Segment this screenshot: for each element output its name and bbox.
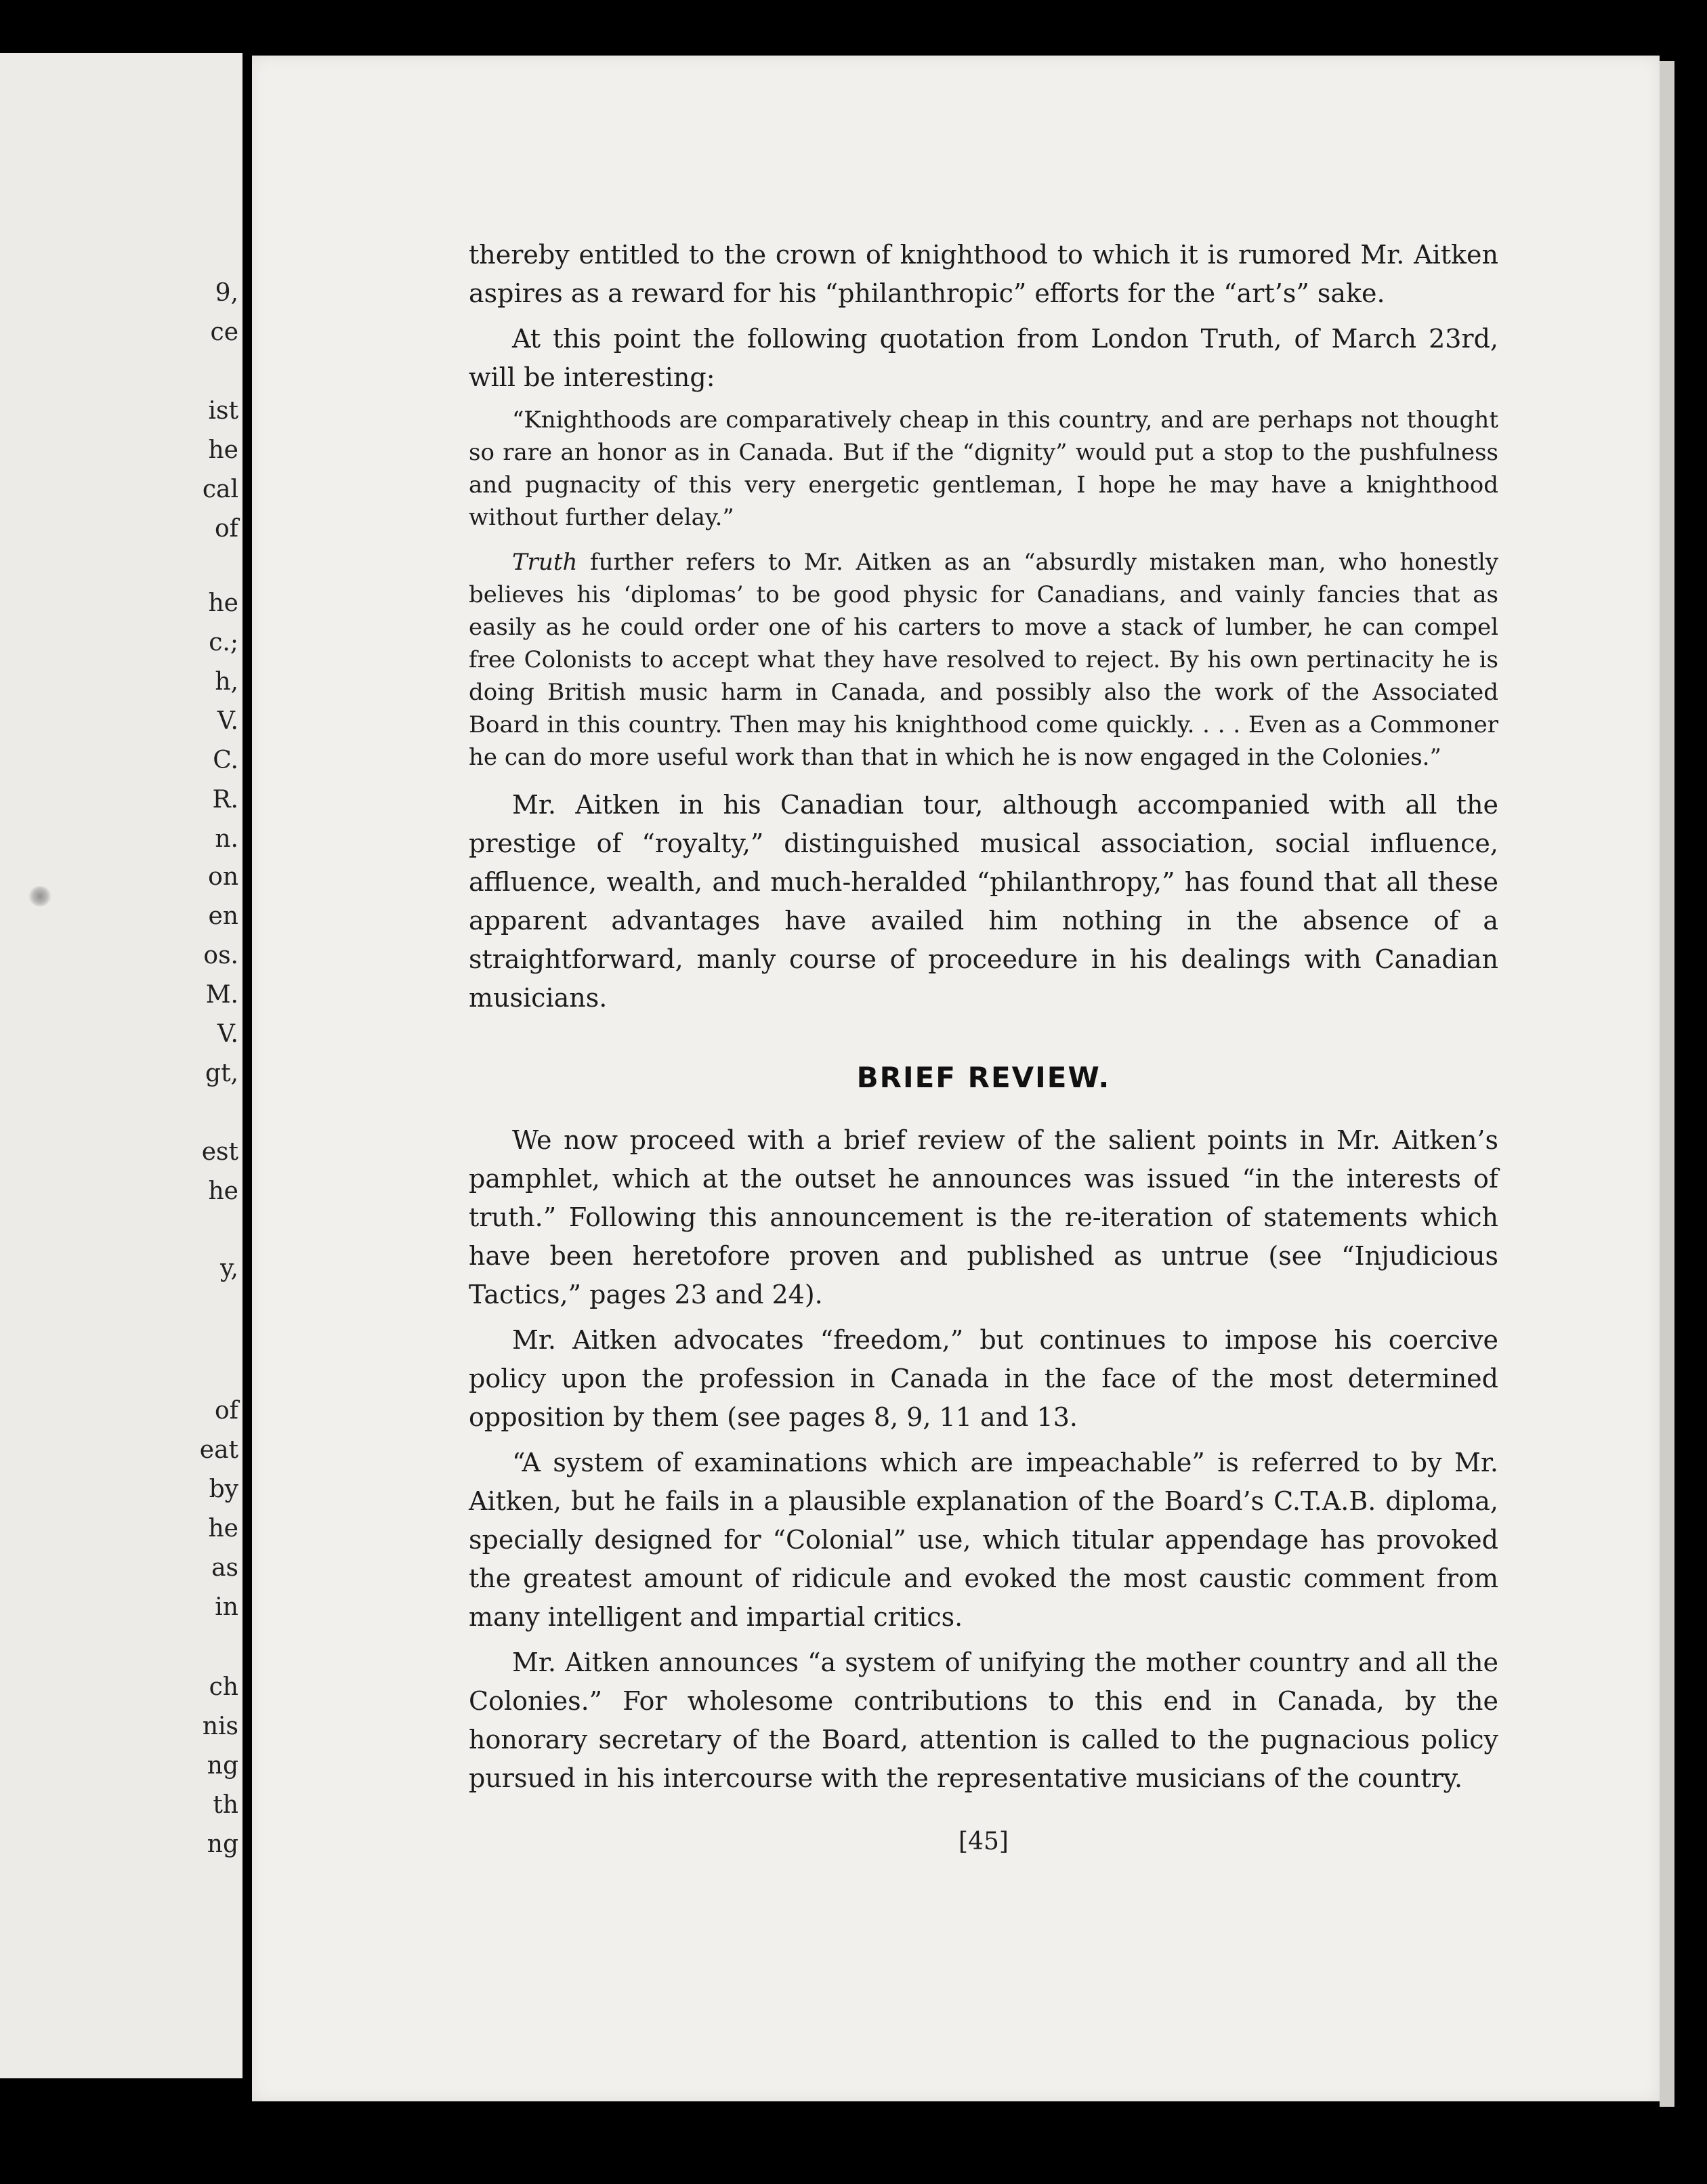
paragraph-review-intro: We now proceed with a brief review of the salient points in Mr. Aitken’s pamphlet, which at the outset he announces was issued “in the interests of truth.” Following this announcement is the re-iteration of statements which have been heretofore proven and published as untrue (see “Injudicious Tactics,” pages 23 and 24). [469,1125,1498,1309]
paragraph-truth-intro [469,320,1498,397]
page-body [469,236,1498,1861]
section-heading-brief-review: BRIEF REVIEW. [856,1061,1111,1094]
left-page-fragment: he [208,589,238,617]
left-page-fragment: nis [202,1713,238,1740]
left-page-fragment: c.; [209,629,238,656]
left-page-fragment: ist [208,397,238,425]
left-page-fragment: y, [220,1255,238,1282]
left-page-fragment: ce [210,318,238,346]
ink-smudge [28,886,51,906]
paragraph-examinations: “A system of examinations which are impeachable” is referred to by Mr. Aitken, but he fails in a plausible explanation of the Board’s C.T.A.B. diploma, specially designed for “Colonial” use, which titular appendage has provoked the greatest amount of ridicule and evoked the most caustic comment from many intelligent and impartial critics. [469,1448,1498,1632]
left-page-fragment: of [215,515,238,543]
left-page-fragment: cal [202,476,238,503]
left-page-fragment: os. [203,942,238,969]
left-page-fragment: he [208,1177,238,1205]
left-page-fragment: R. [212,786,238,814]
left-page-fragment: as [211,1554,238,1582]
left-page-fragment: in [215,1593,238,1621]
left-page-fragment: h, [215,668,238,696]
left-page-fragment: V. [217,707,238,735]
left-page-fragment: of [215,1397,238,1425]
left-page-fragment: est [201,1138,238,1166]
left-page-fragment: th [213,1791,238,1819]
left-page-fragment: he [208,436,238,464]
truth-refers-text: further refers to Mr. Aitken as an “absurdly mistaken man, who honestly believes his ‘diplomas’ to be good physic for Canadians, and vainly fancies that as easily as he could order one of his carters to move a stack of lumber, he can compel free Colonists to accept what they have resolved to reject. By his own pertinacity he is doing British music harm in Canada, and possibly also the work of the Associated Board in this country. Then may his knighthood come quickly. . . . Even as a Commoner he can do more useful work than that in which he is now engaged in the Colonies.” [469,549,1498,771]
left-page-fragment: n. [215,825,238,853]
main-page [252,56,1660,2101]
left-page-fragment: ch [209,1673,238,1701]
left-page-fragment: ng [207,1752,238,1780]
page-edge-shadow [1660,61,1674,2107]
left-page-fragment: eat [199,1436,238,1464]
paragraph-unifying: Mr. Aitken announces “a system of unifying the mother country and all the Colonies.” For wholesome contributions to this end in Canada, by the honorary secretary of the Board, attention is called to the pugnacious policy pursued in his intercourse with the representative musicians of the country. [469,1647,1498,1793]
paragraph-continuation: thereby entitled to the crown of knighthood to which it is rumored Mr. Aitken aspires as a reward for his “philanthropic” efforts for the “art’s” sake. [469,240,1498,308]
quotation-truth-refers [469,546,1498,774]
left-page-fragment: gt, [205,1059,238,1087]
left-page-fragment: he [208,1515,238,1542]
left-page-fragment: en [208,902,238,930]
truth-italic: Truth [512,549,578,576]
left-page-fragment: on [208,863,238,891]
page-number: [45] [958,1828,1009,1855]
left-page-fragment: by [209,1475,238,1503]
quotation-knighthoods: “Knighthoods are comparatively cheap in this country, and are perhaps not thought so rare an honor as in Canada. But if the “dignity” would put a stop to the pushfulness and pugnacity of this very energetic gentleman, I hope he may have a knighthood without further delay.” [469,406,1498,531]
left-page-fragment: C. [213,747,238,774]
left-page-fragment: V. [217,1020,238,1048]
paragraph-freedom: Mr. Aitken advocates “freedom,” but continues to impose his coercive policy upon the profession in Canada in the face of the most determined opposition by them (see pages 8, 9, 11 and 13. [469,1325,1498,1432]
truth-intro-text: At this point the following quotation from London Truth, of March 23rd, will be interesting: [469,324,1498,392]
paragraph-canadian-tour: Mr. Aitken in his Canadian tour, although accompanied with all the prestige of “royalty,” distinguished musical association, social influence, affluence, wealth, and much-heralded “philanthropy,” has found that all these apparent advantages have availed him nothing in the absence of a straightforward, manly course of proceedure in his dealings with Canadian musicians. [469,790,1498,1013]
left-page-fragment: 9, [215,279,238,307]
left-page-fragment: ng [207,1830,238,1858]
left-page-fragment: M. [205,981,238,1009]
left-facing-page [0,53,243,2078]
